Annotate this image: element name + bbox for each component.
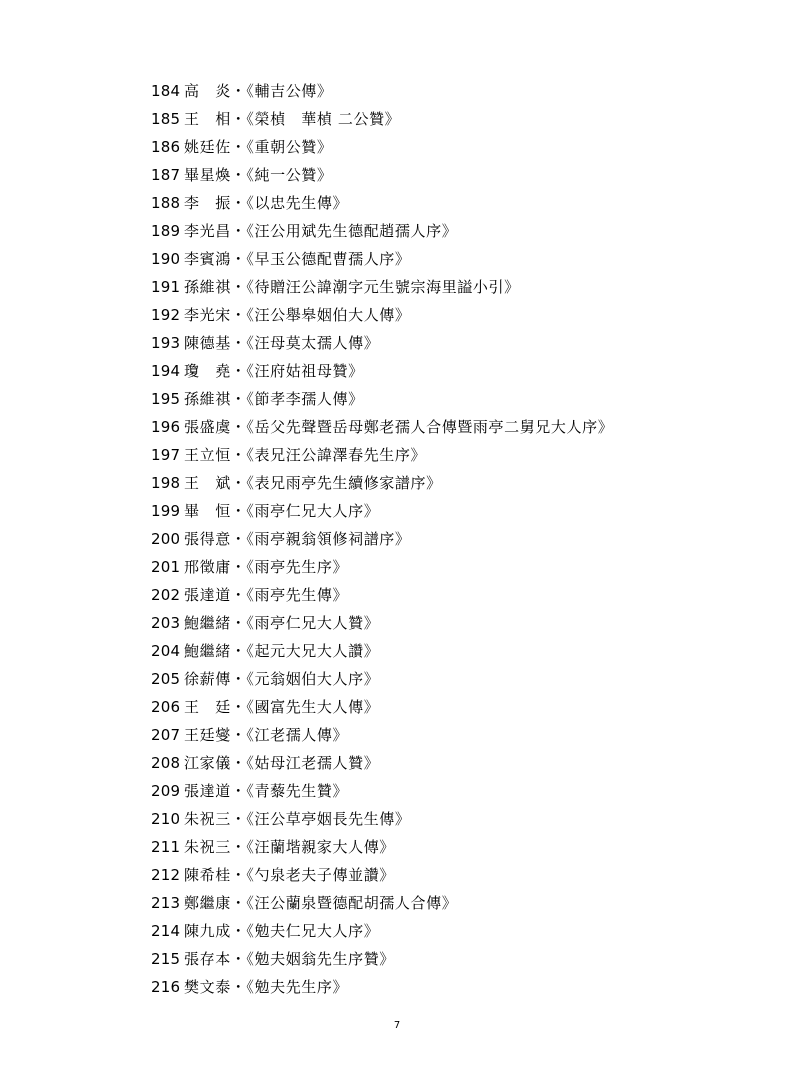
entry-text: 徐薪傳・《元翁姻伯大人序》: [184, 670, 380, 688]
entry-text: 張盛虞・《岳父先聲暨岳母鄭老孺人合傳暨雨亭二舅兄大人序》: [184, 418, 614, 436]
entry-number: 187: [151, 166, 181, 184]
entry-number: 200: [151, 530, 181, 548]
entry-text: 樊文泰・《勉夫先生序》: [184, 978, 349, 996]
entry-number: 214: [151, 922, 181, 940]
entry-text: 邢徵庸・《雨亭先生序》: [184, 558, 349, 576]
list-item: [151, 749, 613, 777]
entry-number: 208: [151, 754, 181, 772]
entry-number: 216: [151, 978, 181, 996]
list-item: [151, 105, 613, 133]
entry-number: 193: [151, 334, 181, 352]
list-item: [151, 609, 613, 637]
entry-number: 206: [151, 698, 181, 716]
list-item: [151, 861, 613, 889]
list-item: [151, 581, 613, 609]
list-item: [151, 693, 613, 721]
list-item: [151, 245, 613, 273]
list-item: [151, 525, 613, 553]
entry-text: 姚廷佐・《重朝公贊》: [184, 138, 333, 156]
entry-text: 王立恒・《表兄汪公諱澤春先生序》: [184, 446, 427, 464]
entry-number: 210: [151, 810, 181, 828]
entry-number: 205: [151, 670, 181, 688]
entry-text: 高 炎・《輔吉公傳》: [184, 82, 333, 100]
entry-number: 207: [151, 726, 181, 744]
entry-number: 195: [151, 390, 181, 408]
list-item: [151, 329, 613, 357]
entry-number: 196: [151, 418, 181, 436]
list-item: [151, 77, 613, 105]
entry-text: 鄭繼康・《汪公蘭泉暨德配胡孺人合傳》: [184, 894, 458, 912]
list-item: [151, 889, 613, 917]
entry-text: 王 斌・《表兄雨亭先生續修家譜序》: [184, 474, 442, 492]
entry-text: 朱祝三・《汪公草亭姻長先生傳》: [184, 810, 411, 828]
entry-text: 王廷燮・《江老孺人傳》: [184, 726, 349, 744]
entry-number: 211: [151, 838, 181, 856]
list-item: [151, 357, 613, 385]
list-item: [151, 777, 613, 805]
entry-number: 191: [151, 278, 181, 296]
entry-text: 陳九成・《勉夫仁兄大人序》: [184, 922, 380, 940]
entry-number: 201: [151, 558, 181, 576]
list-item: [151, 441, 613, 469]
entry-text: 孫維祺・《待贈汪公諱潮字元生號宗海里謚小引》: [184, 278, 520, 296]
list-item: [151, 385, 613, 413]
list-item: [151, 497, 613, 525]
entry-number: 192: [151, 306, 181, 324]
entry-text: 張達道・《青藜先生贊》: [184, 782, 349, 800]
list-item: [151, 189, 613, 217]
entry-number: 197: [151, 446, 181, 464]
entry-number: 185: [151, 110, 181, 128]
list-item: [151, 973, 613, 1001]
entry-text: 朱祝三・《汪蘭堦親家大人傳》: [184, 838, 395, 856]
list-item: [151, 637, 613, 665]
entry-text: 陳德基・《汪母莫太孺人傳》: [184, 334, 380, 352]
entry-number: 198: [151, 474, 181, 492]
entry-text: 張得意・《雨亭親翁領修祠譜序》: [184, 530, 411, 548]
list-item: [151, 273, 613, 301]
entry-number: 194: [151, 362, 181, 380]
list-item: [151, 161, 613, 189]
list-item: [151, 553, 613, 581]
entry-text: 李 振・《以忠先生傳》: [184, 194, 349, 212]
entry-number: 184: [151, 82, 181, 100]
entry-number: 212: [151, 866, 181, 884]
entry-number: 190: [151, 250, 181, 268]
list-item: [151, 833, 613, 861]
entry-number: 203: [151, 614, 181, 632]
entry-text: 李賓鴻・《早玉公德配曹孺人序》: [184, 250, 411, 268]
entry-text: 鮑繼緒・《起元大兄大人讚》: [184, 642, 380, 660]
list-item: [151, 301, 613, 329]
list-item: [151, 469, 613, 497]
entry-text: 江家儀・《姑母江老孺人贊》: [184, 754, 380, 772]
list-item: [151, 805, 613, 833]
entry-text: 陳希桂・《勺泉老夫子傳並讚》: [184, 866, 395, 884]
entry-text: 王 相・《榮楨 華楨 二公贊》: [184, 110, 401, 128]
list-item: [151, 945, 613, 973]
list-item: [151, 721, 613, 749]
entry-text: 張達道・《雨亭先生傳》: [184, 586, 349, 604]
entry-text: 張存本・《勉夫姻翁先生序贊》: [184, 950, 395, 968]
entry-number: 199: [151, 502, 181, 520]
entry-text: 畢星煥・《純一公贊》: [184, 166, 333, 184]
entry-text: 李光昌・《汪公用斌先生德配趙孺人序》: [184, 222, 458, 240]
list-item: [151, 917, 613, 945]
entry-text: 瓊 堯・《汪府姑祖母贊》: [184, 362, 364, 380]
entry-number: 202: [151, 586, 181, 604]
entry-text: 孫維祺・《節孝李孺人傳》: [184, 390, 364, 408]
list-item: [151, 665, 613, 693]
entry-number: 189: [151, 222, 181, 240]
page-number: 7: [393, 1020, 401, 1031]
entry-number: 209: [151, 782, 181, 800]
list-item: [151, 413, 613, 441]
entry-number: 215: [151, 950, 181, 968]
entry-number: 188: [151, 194, 181, 212]
entry-text: 李光宋・《汪公舉皋姻伯大人傳》: [184, 306, 411, 324]
entry-text: 畢 恒・《雨亭仁兄大人序》: [184, 502, 380, 520]
entry-number: 186: [151, 138, 181, 156]
entry-number: 204: [151, 642, 181, 660]
entry-text: 鮑繼緒・《雨亭仁兄大人贊》: [184, 614, 380, 632]
list-item: [151, 133, 613, 161]
entry-list: [151, 77, 613, 1001]
list-item: [151, 217, 613, 245]
entry-text: 王 廷・《國富先生大人傳》: [184, 698, 380, 716]
entry-number: 213: [151, 894, 181, 912]
